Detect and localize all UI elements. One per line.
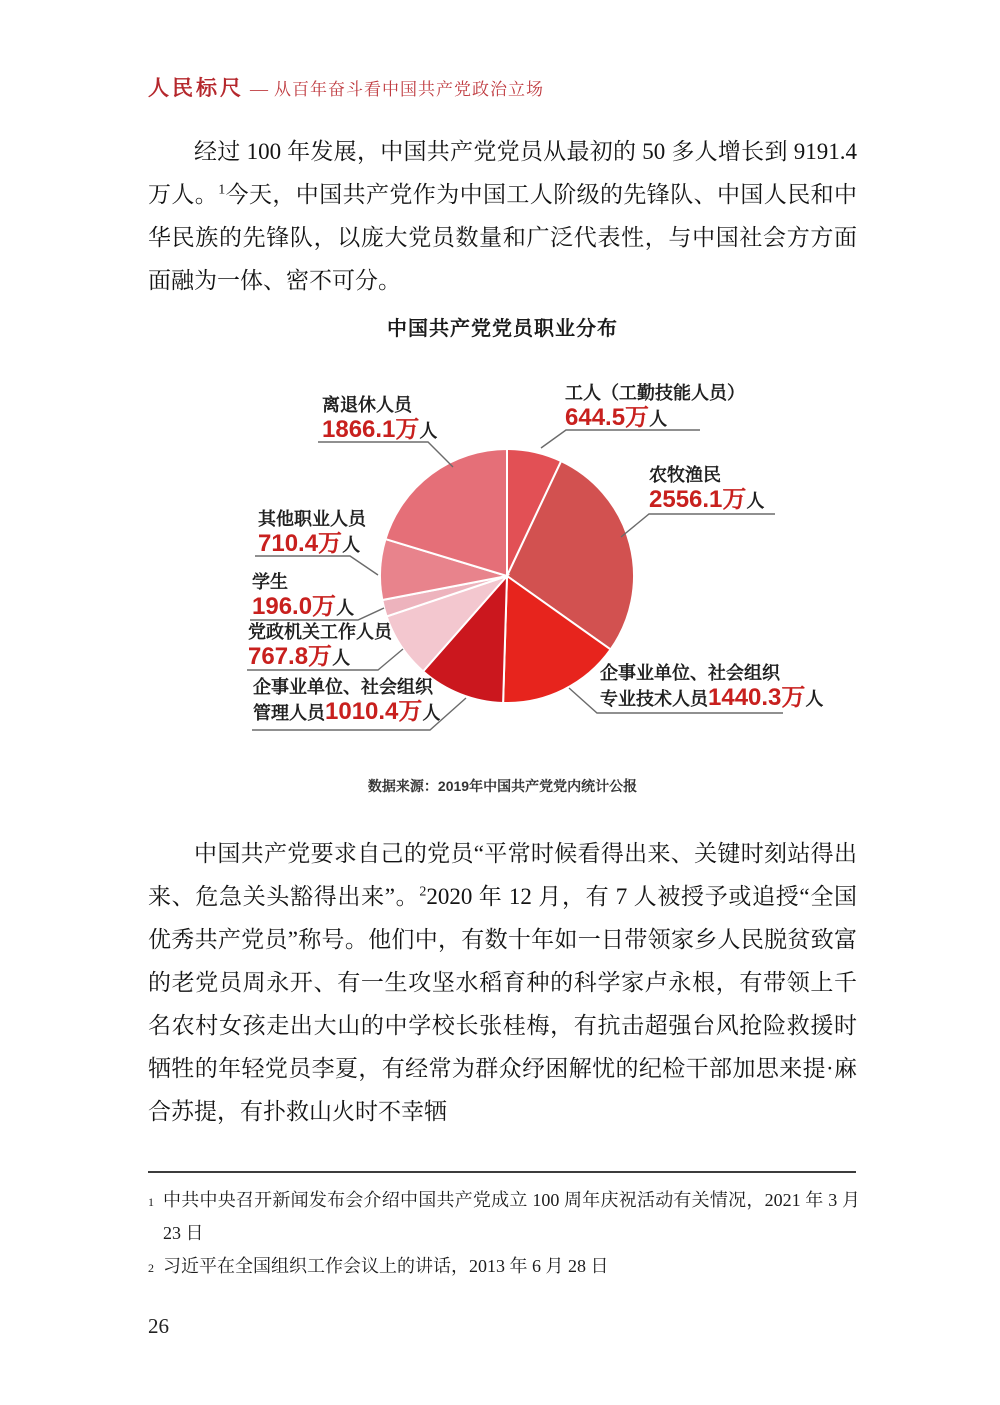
- footnote-2: [148, 1250, 860, 1283]
- paragraph-1: [148, 130, 857, 302]
- footnote-ref-1: 1: [218, 182, 226, 198]
- footnote-1-text: 中共中央召开新闻发布会介绍中国共产党成立 100 周年庆祝活动有关情况，2021 年 3 月 23 日: [163, 1190, 860, 1243]
- footnote-2-text: 习近平在全国组织工作会议上的讲话，2013 年 6 月 28 日: [163, 1256, 609, 1276]
- footnotes: [148, 1184, 860, 1283]
- page-number: 26: [148, 1314, 169, 1338]
- paragraph-2-text-b: 2020 年 12 月，有 7 人被授予或追授“全国优秀共产党员”称号。他们中，有数十年如一日带领家乡人民脱贫致富的老党员周永开、有一生攻坚水稻育种的科学家卢永根，有带领上千名农村女孩走出大山的中学校长张桂梅，有抗击超强台风抢险救援时牺牲的年轻党员李夏，有经常为群众纾困解忧的纪检干部加思来提·麻合苏提，有扑救山火时不幸牺: [148, 884, 857, 1124]
- pie-label-other: 其他职业人员 710.4万人: [258, 509, 366, 557]
- book-title: 人民标尺: [148, 76, 244, 100]
- footnote-1: [148, 1184, 860, 1250]
- book-subtitle: 从百年奋斗看中国共产党政治立场: [274, 80, 544, 99]
- footnote-2-marker: 2: [148, 1261, 154, 1275]
- paragraph-1-text-a: 经过 100 年发展，中国共产党党员从最初的 50 多人增长到 9191.4 万人。: [148, 139, 857, 207]
- pie-label-retired: 离退休人员 1866.1万人: [322, 395, 438, 443]
- paragraph-1-text-b: 今天，中国共产党作为中国工人阶级的先锋队、中国人民和中华民族的先锋队，以庞大党员数量和广泛代表性，与中国社会方方面面融为一体、密不可分。: [148, 182, 858, 293]
- header-dash: —: [250, 79, 268, 99]
- pie-label-student: 学生 196.0万人: [252, 572, 355, 620]
- running-header: [148, 72, 544, 102]
- footnote-ref-2: 2: [419, 884, 427, 900]
- leader-line-farmer: [621, 514, 775, 537]
- pie-label-management: 企事业单位、社会组织 管理人员1010.4万人: [253, 677, 441, 725]
- footnote-divider: [148, 1171, 856, 1173]
- paragraph-2: [148, 832, 857, 1133]
- chart-title: 中国共产党党员职业分布: [387, 318, 618, 340]
- paragraph-2-text-a: 中国共产党要求自己的党员“平常时候看得出来、关键时刻站得出来、危急关头豁得出来”。: [148, 841, 857, 909]
- chart-source-note: 数据来源：2019年中国共产党党内统计公报: [367, 778, 638, 794]
- pie-label-technical: 企事业单位、社会组织 专业技术人员1440.3万人: [600, 663, 824, 711]
- footnote-1-marker: 1: [148, 1195, 154, 1209]
- pie-label-government: 党政机关工作人员 767.8万人: [248, 622, 392, 670]
- pie-label-worker: 工人（工勤技能人员） 644.5万人: [565, 383, 745, 431]
- pie-label-farmer: 农牧渔民 2556.1万人: [649, 465, 765, 513]
